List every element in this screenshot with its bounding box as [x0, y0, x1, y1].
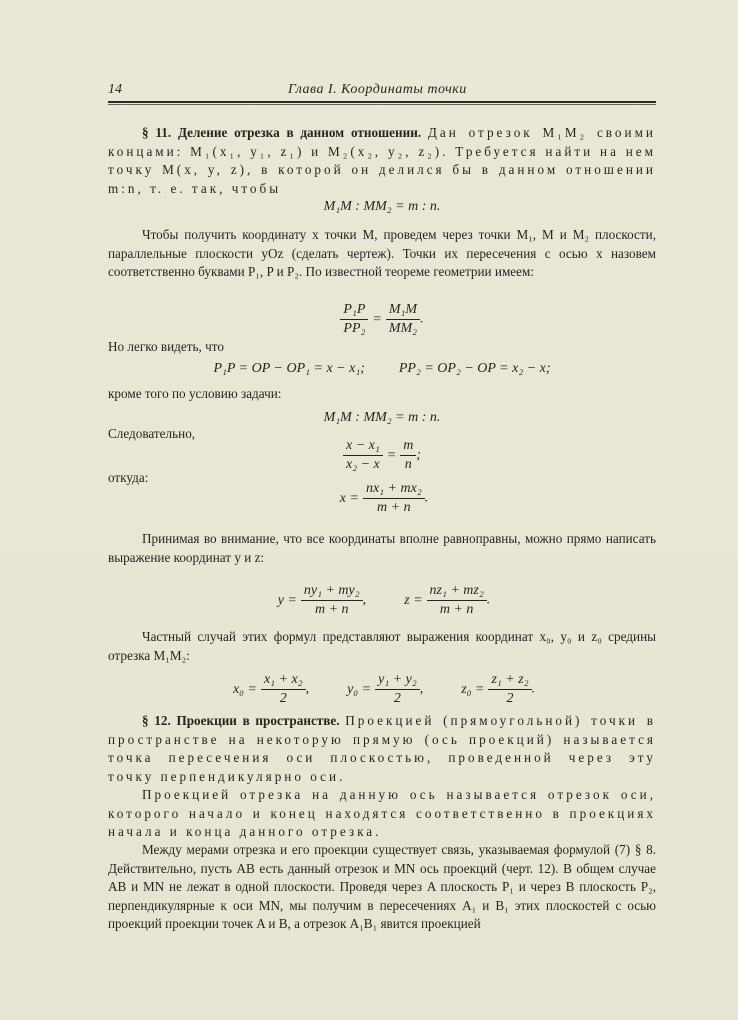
equation-ratio-2: M₁M : MM₂ = m : n. — [323, 410, 441, 425]
fraction — [301, 582, 363, 619]
equation-y-z-formula: y = $\frac{\text{ny₁ + my₂}}{m + n}$ , z = $\frac{\text{nz₁ + mz₂}}{m + n}$ . — [108, 582, 656, 619]
line-but-easy-see: Но легко видеть, что — [108, 339, 224, 354]
denominator: x₂ − x — [346, 457, 380, 472]
section-11-heading: § 11. Деление отрезка в данном отношении. — [142, 125, 422, 140]
equation-lhs: y₀ = — [347, 681, 372, 697]
numerator: M₁M — [386, 301, 420, 320]
fraction — [340, 301, 368, 338]
line-hence: Следовательно, — [108, 426, 196, 441]
equation-lhs: y = — [277, 592, 297, 608]
denominator: MM₂ — [388, 321, 418, 336]
line-whence: откуда: — [108, 470, 149, 485]
fraction — [488, 671, 531, 708]
numerator: P₁P — [340, 301, 368, 320]
equation-ratio: M₁M : MM₂ = m : n. — [323, 199, 441, 214]
denominator: m + n — [439, 602, 474, 617]
numerator: m — [400, 437, 416, 456]
page-header — [108, 82, 656, 102]
section-12-def-1-text: Проекцией (прямоугольной) точки в пространстве на некоторую прямую (ось проекций) называется точка пересечения оси плоскостью, проведенной через эту точку перпендикулярно оси. — [108, 713, 657, 784]
numerator: nz₁ + mz₂ — [427, 582, 487, 601]
denominator: PP₂ — [343, 321, 366, 336]
section-12-def-2: Проекцией отрезка на данную ось называется отрезок оси, которого начало и конец находятся соответственно в проекциях начала и конца данного отрезка. — [108, 787, 656, 840]
section-11-para-4: Частный случай этих формул представляют выражения координат x₀, y₀ и z₀ средины отрезка M₁M₂: — [108, 629, 656, 663]
equation-lhs: z₀ = — [461, 681, 485, 697]
denominator: 2 — [506, 691, 514, 706]
denominator: 2 — [279, 691, 287, 706]
section-11-intro-text: Дан отрезок M₁M₂ своими концами: M₁(x₁, y₁, z₁) и M₂(x₂, y₂, z₂). Требуется найти на нем точку M(x, y, z), в которой он делился бы в данном отношении m:n, т. е. так, чтобы — [108, 125, 656, 196]
denominator: 2 — [393, 691, 401, 706]
numerator: x − x₁ — [343, 437, 383, 456]
page-number: 14 — [108, 82, 122, 97]
numerator: ny₁ + my₂ — [301, 582, 363, 601]
section-12-def-1 — [108, 712, 656, 786]
denominator: m + n — [314, 602, 349, 617]
equation-x-proportion: $\frac{\text{x − x₁}}{\text{x₂ − x}}$ = $\frac{m}{n}$ ; — [108, 437, 656, 474]
fraction — [363, 480, 425, 517]
equation-segment-b: PP₂ = OP₂ − OP = x₂ − x; — [398, 361, 551, 376]
section-12-heading: § 12. Проекции в пространстве. — [142, 713, 340, 728]
equation-lhs: x₀ = — [232, 681, 257, 697]
equation-lhs: z = — [404, 592, 423, 608]
section-12-para: Между мерами отрезка и его проекции существует связь, указываемая формулой (7) § 8. Действительно, пусть AB есть данный отрезок и MN ось проекций (черт. 12). В общем случае AB и MN не лежат в одной плоскости. Проведя через A плоскость P₁ и через B плоскость P₂, перпендикулярные к оси MN, мы получим в пересечениях A₁ и B₁ этих плоскостей с осью проекций проекции точек A и B, а отрезок A₁B₁ явится проекцией — [108, 842, 656, 932]
numerator: z₁ + z₂ — [488, 671, 531, 690]
section-11-para-2: Чтобы получить координату x точки M, проведем через точки M₁, M и M₂ плоскости, параллельные плоскости yOz (сделать чертеж). Точки их пересечения с осью x назовем соответственно буквами P₁, P и P₂. По известной теореме геометрии имеем: — [108, 227, 656, 280]
fraction — [375, 671, 420, 708]
header-rule — [108, 101, 656, 103]
header-rule-thin — [108, 104, 656, 105]
equation-proportion: $\frac{\text{P₁P}}{\text{PP₂}}$ = $\frac{\text{M₁M}}{\text{MM₂}}$ . — [108, 301, 656, 338]
numerator: x₁ + x₂ — [261, 671, 306, 690]
equation-midpoint: x₀ = $\frac{\text{x₁ + x₂}}{2}$ , y₀ = $\frac{\text{y₁ + y₂}}{2}$ , z₀ = $\frac{\text{z₁ + z₂}}{2}$ . — [108, 671, 656, 708]
fraction — [261, 671, 306, 708]
fraction — [386, 301, 420, 338]
equation-lhs: x = — [339, 490, 359, 506]
section-11-intro — [108, 124, 656, 198]
equation-segment-a: P₁P = OP − OP₁ = x − x₁; — [213, 361, 365, 376]
section-11-para-3: Принимая во внимание, что все координаты вполне равноправны, можно прямо написать выражение координат y и z: — [108, 531, 656, 565]
equation-segments — [108, 361, 656, 377]
numerator: nx₁ + mx₂ — [363, 480, 425, 499]
line-besides: кроме того по условию задачи: — [108, 386, 282, 401]
numerator: y₁ + y₂ — [375, 671, 420, 690]
fraction — [427, 582, 487, 619]
denominator: n — [404, 457, 412, 472]
denominator: m + n — [377, 500, 411, 515]
equation-x-formula: x = $\frac{\text{nx₁ + mx₂}}{m + n}$ . — [108, 480, 656, 517]
running-title: Глава I. Координаты точки — [288, 82, 467, 97]
